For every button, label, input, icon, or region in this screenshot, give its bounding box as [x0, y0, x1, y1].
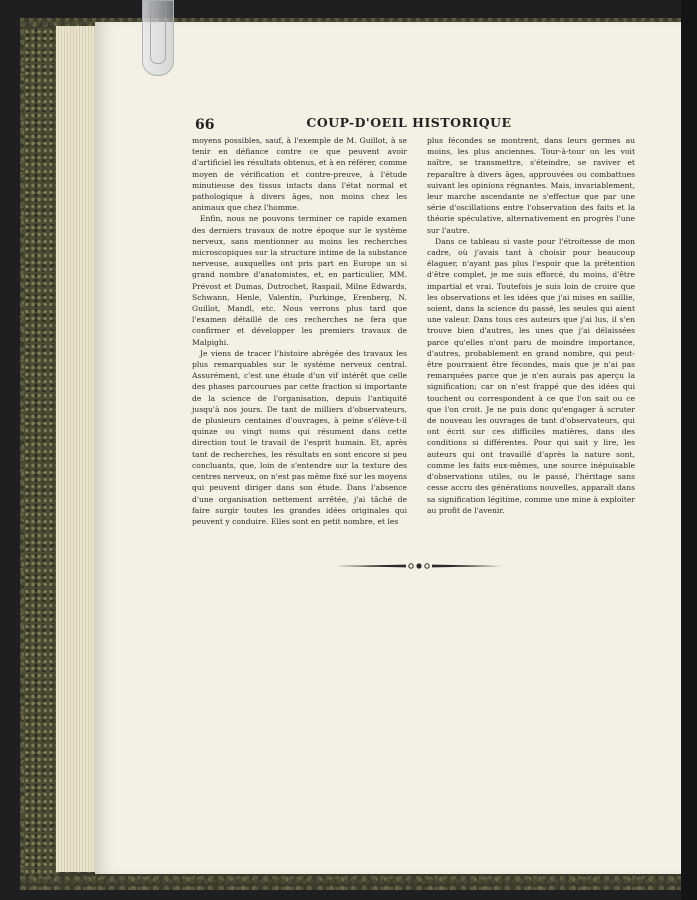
paragraph: plus fécondes se montrent, dans leurs germes au moins, les plus anciennes. Tour-à-tour on les voit naître, se transmettre, s'éteindre, se raviver et reparaître à divers âges, approuvées ou combattues suivant les opinions régnantes. Mais, invariablement, leur marche ascendante ne s'effectue que par une série d'oscillations entre l'observation des faits et la théorie spéculative, alternativement en progrès l'une sur l'autre.: [427, 136, 635, 235]
paragraph: Dans ce tableau si vaste pour l'étroitesse de mon cadre, où j'avais tant à choisir pour beaucoup élaguer, n'ayant pas plus l'espoir que la prétention d'être complet, je me suis efforcé, du moins, d'être impartial et vrai. Toutefois je suis loin de croire que les observations et les idées que j'ai mises en saillie, soient, dans la science du passé, les seules qui aient une valeur. Dans tous ces auteurs que j'ai lus, il s'en trouve bien d'autres, les unes que j'ai délaissées parce qu'elles n'ont paru de moindre importance, d'autres, probablement en grand nombre, qui peut-être pourraient être fécondes, mais que je n'ai pas remarquées parce que je n'en aurais pas aperçu la signification; car on n'est frappé que des idées qui touchent ou correspondent à ce que l'on sait ou ce que l'on croit. Je ne puis donc qu'engager à scruter de nouveau les ouvrages de tant d'observateurs, qui ont écrit sur ces difficiles matières, dans des conditions si différentes. Pour qui sait y lire, les auteurs qui ont travaillé d'après la nature sont, comme les faits eux-mêmes, une source inépuisable d'observations utiles, ou le passé, l'héritage sans cesse accru des générations nouvelles, apparaît dans sa signification légitime, comme une mine à exploiter au profit de l'avenir.: [427, 236, 635, 515]
right-shadow: [681, 0, 697, 900]
paragraph: Je viens de tracer l'histoire abrégée des travaux les plus remarquables sur le système nerveux central. Assurément, c'est une étude d'un vif intérêt que celle des phases parcourues par cette fraction si importante de la science de l'organisation, depuis l'antiquité jusqu'à nos jours. De tant de milliers d'observateurs, de plusieurs centaines d'ouvrages, à peine s'élève-t-il quinze ou vingt noms qui résument dans cette direction tout le travail de l'esprit humain. Et, après tant de recherches, les résultats en sont encore si peu concluants, que, loin de s'entendre sur la texture des centres nerveux, on n'est pas même fixé sur les moyens qui peuvent diriger dans son étude. Dans l'absence d'une organisation nettement arrêtée, j'ai tâché de faire surgir toutes les grandes idées originales qui peuvent y conduire. Elles sont en petit nombre, et les: [192, 348, 407, 526]
running-title: COUP-D'OEIL HISTORIQUE: [306, 115, 512, 130]
paragraph: moyens possibles, sauf, à l'exemple de M. Guillot, à se tenir en défiance contre ce que peuvent avoir d'artificiel les résultats obtenus, et à en référer, comme moyen de vérification et contre-preuve, à l'étude minutieuse des tissus intacts dans l'état normal et pathologique à divers âges, non moins chez les animaux que chez l'homme.: [192, 136, 407, 213]
page-stack: [56, 26, 97, 872]
page-number: 66: [195, 117, 215, 133]
tail-piece-divider-icon: [336, 561, 502, 571]
bookmark-clip-icon: [142, 0, 174, 76]
left-text-column: [192, 135, 407, 527]
marbled-fore-edge: [24, 28, 60, 876]
paragraph: Enfin, nous ne pouvons terminer ce rapide examen des derniers travaux de notre époque sur le système nerveux, sans mentionner au moins les recherches microscopiques sur la structure intime de la substance nerveuse, auxquelles ont pris part en Europe un si grand nombre d'anatomistes, et, en particulier, MM. Prévost et Dumas, Dutrochet, Raspail, Milne Edwards, Schwann, Henle, Valentin, Purkinge, Erenberg, N. Guillot, Mandl, etc. Nous verrons plus tard que l'examen détaillé de ces recherches ne fera que confirmer et développer les premiers travaux de Malpighi.: [192, 214, 407, 347]
right-text-column: [427, 135, 635, 516]
